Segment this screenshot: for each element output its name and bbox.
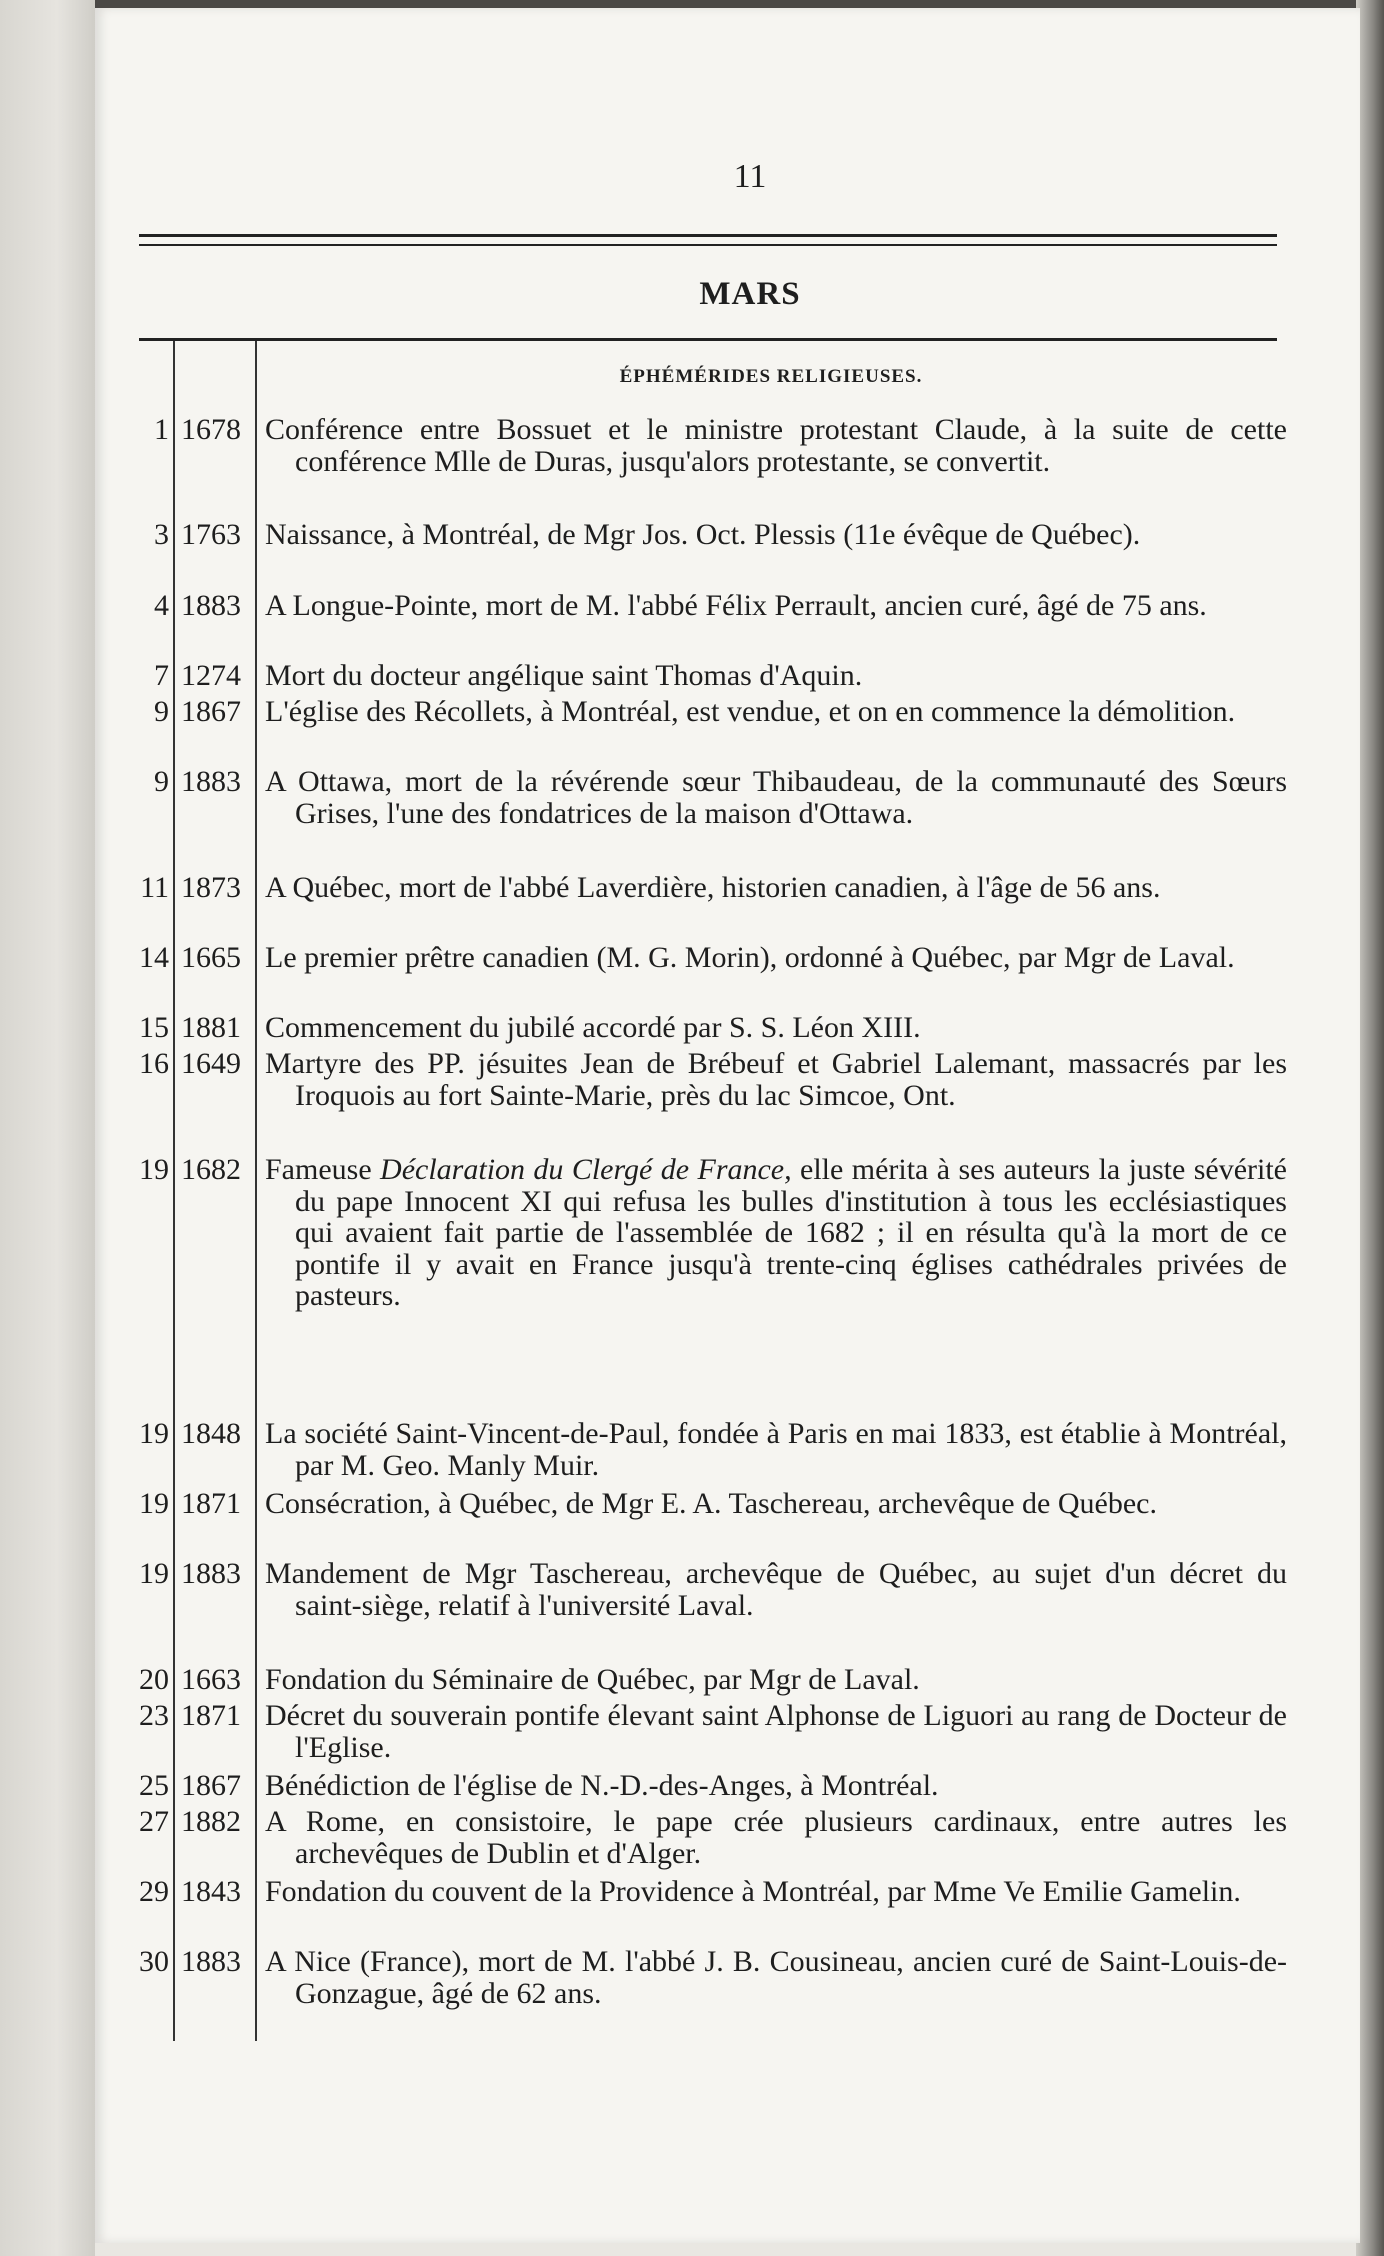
top-edge xyxy=(95,0,1360,8)
entry-text-italic: Déclaration du Clergé de France, xyxy=(380,1153,792,1186)
entry-day: 19 xyxy=(139,1153,169,1186)
entry-text: Fondation du couvent de la Providence à Montréal, par Mme Ve Emilie Gamelin. xyxy=(265,1875,1241,1908)
entry-year: 1871 xyxy=(181,1699,241,1732)
column-divider-day xyxy=(173,341,175,2041)
book-spine-margin xyxy=(0,0,95,2256)
entry-day: 15 xyxy=(139,1011,169,1044)
entry-text xyxy=(265,1154,1287,1312)
entry-day: 19 xyxy=(139,1417,169,1450)
entry-year: 1871 xyxy=(181,1487,241,1520)
entry-text: Mandement de Mgr Taschereau, archevêque de Québec, au sujet d'un décret du saint-siège, relatif à l'université Laval. xyxy=(265,1557,1287,1622)
entry-text: L'église des Récollets, à Montréal, est vendue, et on en commence la démolition. xyxy=(265,695,1236,728)
entry-day: 23 xyxy=(139,1699,169,1732)
entry-year: 1883 xyxy=(181,1557,241,1590)
page-edge xyxy=(1356,0,1384,2256)
section-heading: ÉPHÉMÉRIDES RELIGIEUSES. xyxy=(619,366,923,387)
entry-day: 25 xyxy=(139,1769,169,1802)
entry-day: 9 xyxy=(154,695,169,728)
entry-year: 1763 xyxy=(181,518,241,551)
entry-day: 29 xyxy=(139,1875,169,1908)
entry-day: 1 xyxy=(154,413,169,446)
entry-day: 3 xyxy=(154,518,169,551)
entry-text: Conférence entre Bossuet et le ministre protestant Claude, à la suite de cette conférence Mlle de Duras, jusqu'alors protestante, se convertit. xyxy=(265,413,1287,478)
entry-text: A Québec, mort de l'abbé Laverdière, historien canadien, à l'âge de 56 ans. xyxy=(265,871,1161,904)
entry-day: 7 xyxy=(154,659,169,692)
entry-text: A Nice (France), mort de M. l'abbé J. B. Cousineau, ancien curé de Saint-Louis-de-Gonzague, âgé de 62 ans. xyxy=(265,1945,1287,2010)
entry-text: Consécration, à Québec, de Mgr E. A. Taschereau, archevêque de Québec. xyxy=(265,1487,1157,1520)
entry-text: Mort du docteur angélique saint Thomas d'Aquin. xyxy=(265,659,863,692)
entry-day: 30 xyxy=(139,1945,169,1978)
entry-text: Décret du souverain pontife élevant saint Alphonse de Liguori au rang de Docteur de l'Eglise. xyxy=(265,1699,1287,1764)
entry-year: 1649 xyxy=(181,1047,241,1080)
entry-day: 4 xyxy=(154,589,169,622)
entry-day: 19 xyxy=(139,1557,169,1590)
entry-text: Naissance, à Montréal, de Mgr Jos. Oct. Plessis (11e évêque de Québec). xyxy=(265,518,1141,551)
entry-year: 1883 xyxy=(181,1945,241,1978)
entry-text-part: Fameuse xyxy=(265,1153,381,1186)
page-number: 11 xyxy=(733,158,767,195)
entry-day: 14 xyxy=(139,941,169,974)
entry-text: Bénédiction de l'église de N.-D.-des-Anges, à Montréal. xyxy=(265,1769,939,1802)
entry-text: A Ottawa, mort de la révérende sœur Thibaudeau, de la communauté des Sœurs Grises, l'une des fondatrices de la maison d'Ottawa. xyxy=(265,765,1287,830)
entry-day: 19 xyxy=(139,1487,169,1520)
header-rule-thin xyxy=(139,244,1277,246)
entry-year: 1867 xyxy=(181,695,241,728)
entry-year: 1882 xyxy=(181,1805,241,1838)
entry-text: Commencement du jubilé accordé par S. S. Léon XIII. xyxy=(265,1011,921,1044)
entry-year: 1848 xyxy=(181,1417,241,1450)
entry-year: 1873 xyxy=(181,871,241,904)
entry-year: 1665 xyxy=(181,941,241,974)
entry-text: A Longue-Pointe, mort de M. l'abbé Félix Perrault, ancien curé, âgé de 75 ans. xyxy=(265,589,1207,622)
entry-text: Le premier prêtre canadien (M. G. Morin), ordonné à Québec, par Mgr de Laval. xyxy=(265,941,1235,974)
entry-day: 16 xyxy=(139,1047,169,1080)
entry-year: 1678 xyxy=(181,413,241,446)
entry-year: 1274 xyxy=(181,659,241,692)
entry-year: 1867 xyxy=(181,1769,241,1802)
table-top-rule xyxy=(139,338,1277,341)
entry-text: Fondation du Séminaire de Québec, par Mgr de Laval. xyxy=(265,1663,920,1696)
entry-year: 1883 xyxy=(181,589,241,622)
entry-text-part: elle mérita à ses auteurs la juste sévérité du pape Innocent XI qui refusa les bulles d'institution à tous les ecclésiastiques qui avaient fait partie de l'assemblée de 1682 ; il en résulta qu'à la mort de ce pontife il y avait en France jusqu'à trente-cinq églises cathédrales privées de pasteurs. xyxy=(295,1153,1287,1312)
entry-day: 9 xyxy=(154,765,169,798)
entry-text: A Rome, en consistoire, le pape crée plusieurs cardinaux, entre autres les archevêques de Dublin et d'Alger. xyxy=(265,1805,1287,1870)
entry-year: 1682 xyxy=(181,1153,241,1186)
entry-year: 1881 xyxy=(181,1011,241,1044)
entry-text: Martyre des PP. jésuites Jean de Brébeuf et Gabriel Lalemant, massacrés par les Iroquois au fort Sainte-Marie, près du lac Simcoe, Ont. xyxy=(265,1047,1287,1112)
entry-day: 11 xyxy=(140,871,169,904)
entry-day: 27 xyxy=(139,1805,169,1838)
entry-text: La société Saint-Vincent-de-Paul, fondée à Paris en mai 1833, est établie à Montréal, par M. Geo. Manly Muir. xyxy=(265,1417,1287,1482)
entry-year: 1663 xyxy=(181,1663,241,1696)
header-rule xyxy=(139,234,1277,237)
entry-year: 1843 xyxy=(181,1875,241,1908)
column-divider-year xyxy=(255,341,257,2041)
month-title: MARS xyxy=(699,276,801,312)
page xyxy=(95,8,1360,2243)
entry-year: 1883 xyxy=(181,765,241,798)
entry-day: 20 xyxy=(139,1663,169,1696)
